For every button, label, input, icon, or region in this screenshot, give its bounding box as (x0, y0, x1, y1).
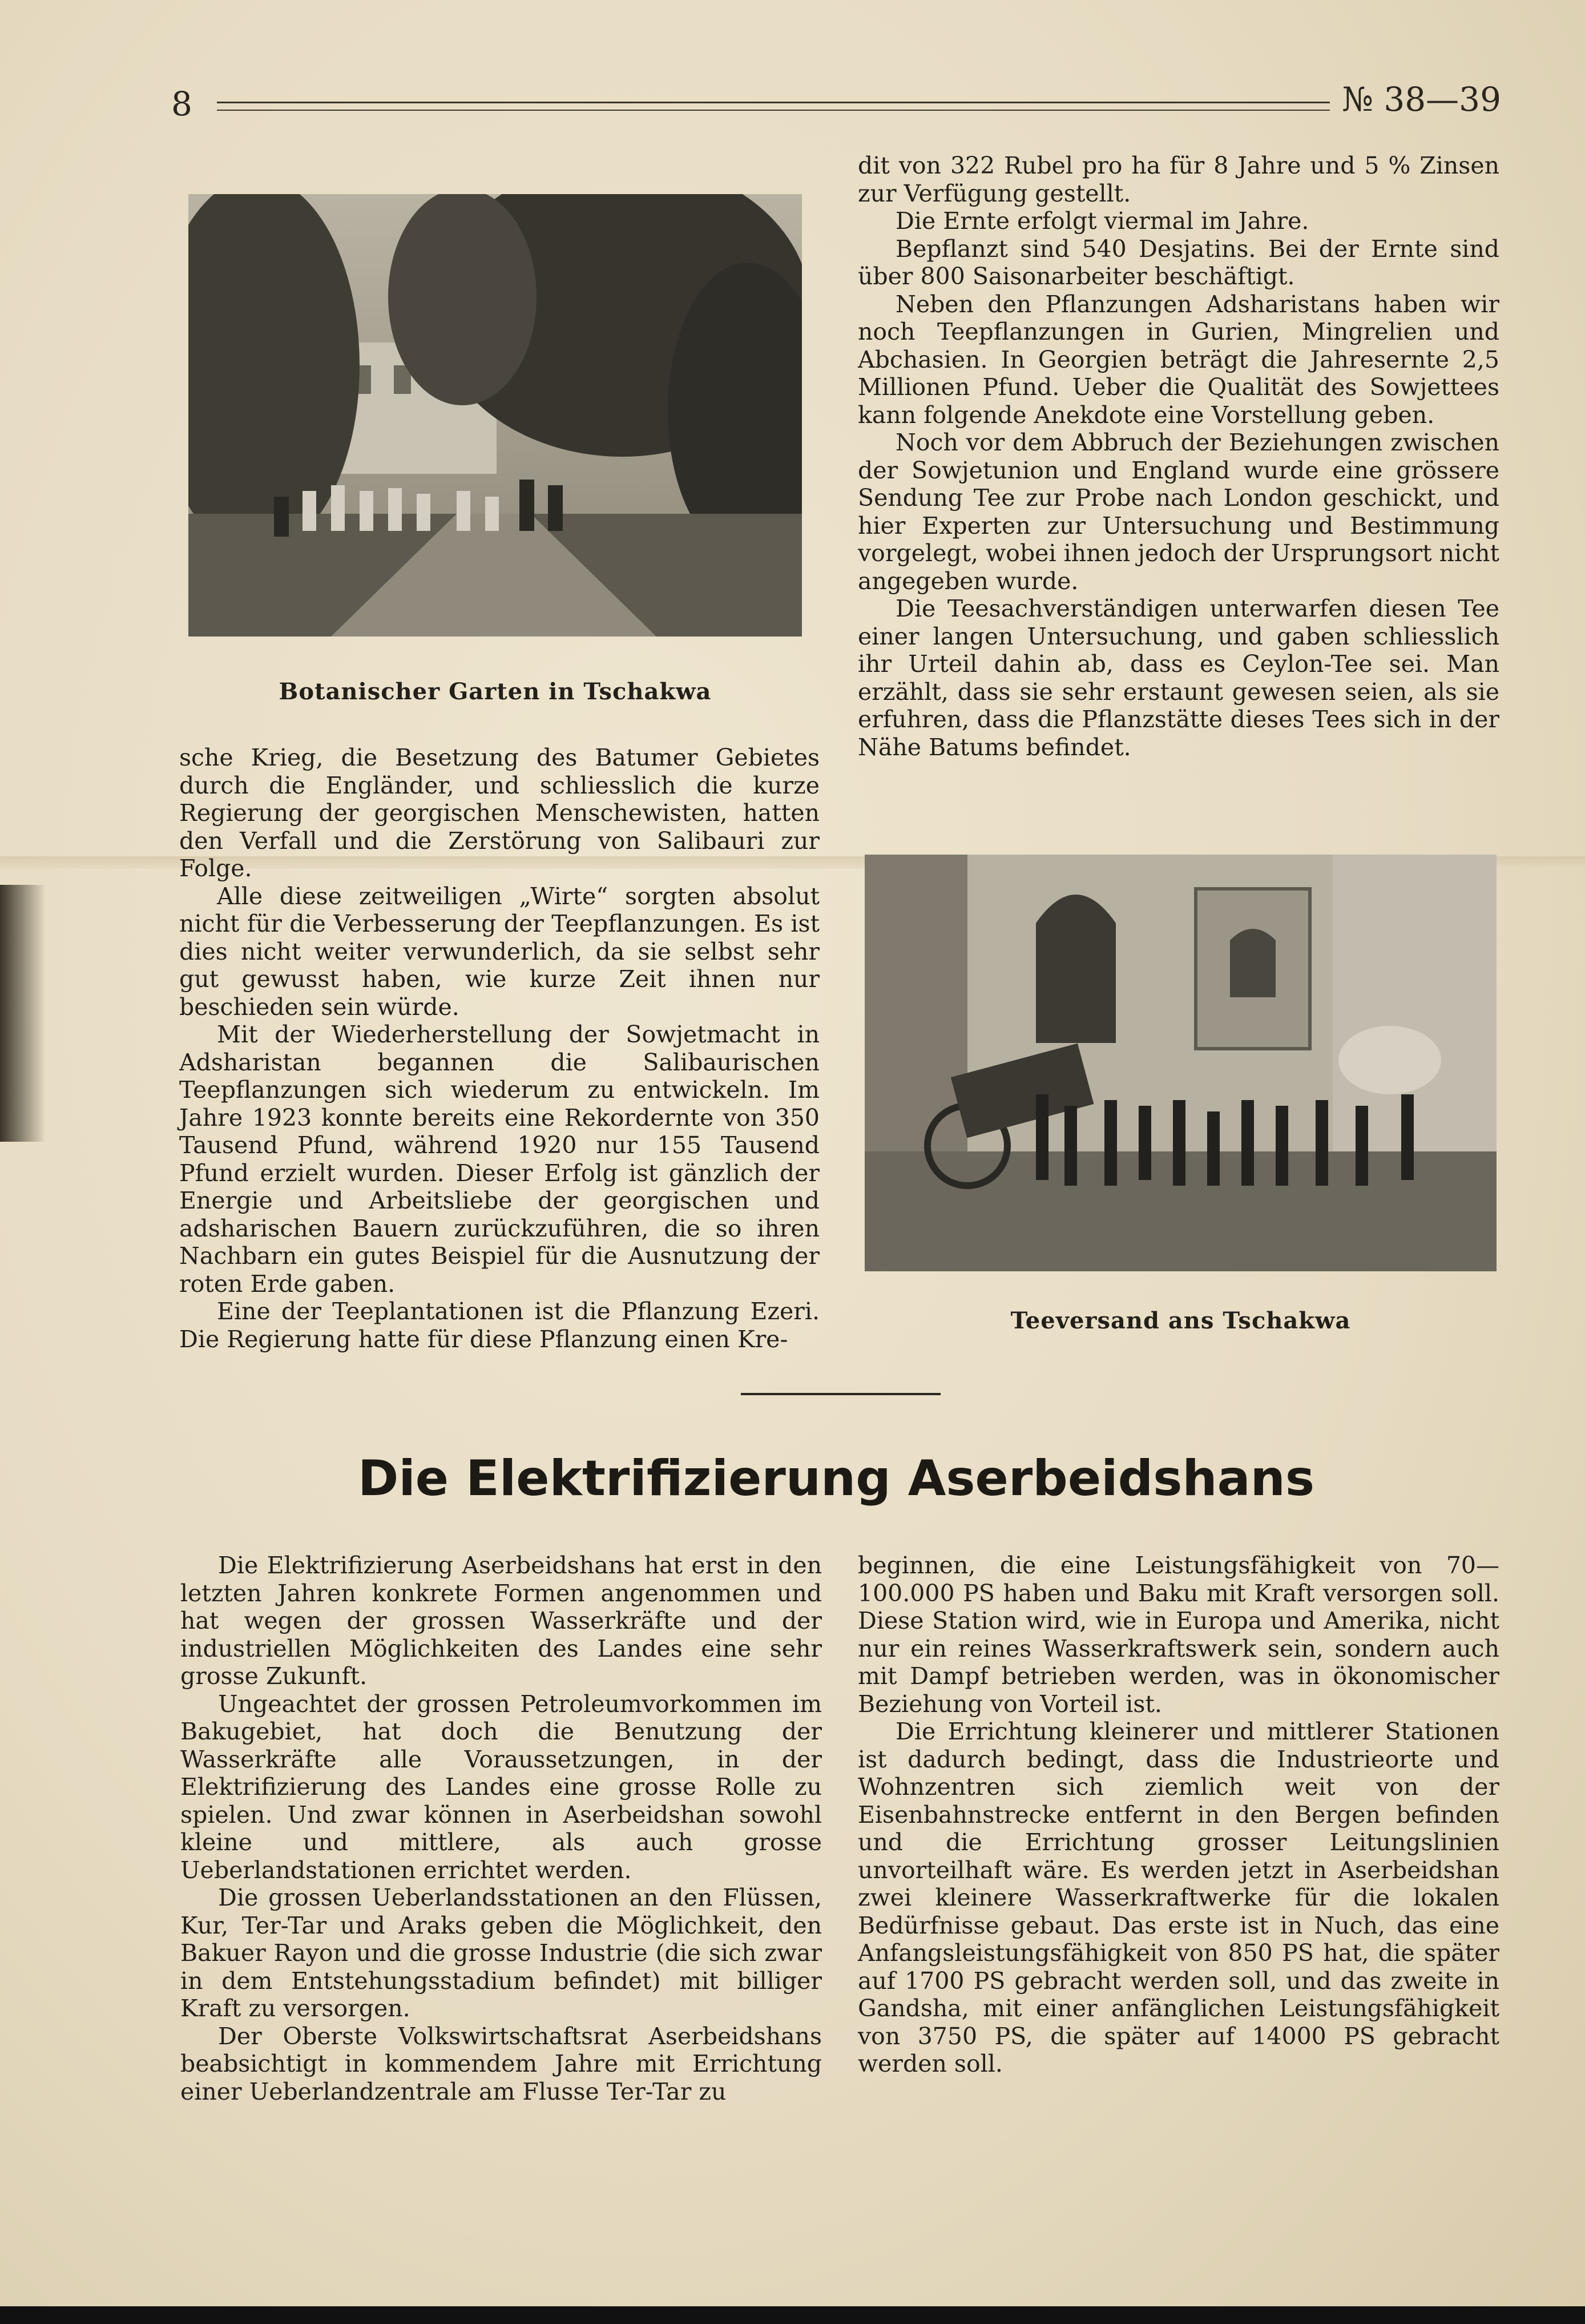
tea-dispatch-photo (865, 855, 1497, 1271)
tea-photo-caption: Teeversand ans Tschakwa (1010, 1307, 1351, 1334)
torn-edge-shadow (0, 885, 46, 1142)
page-number: 8 (171, 84, 192, 123)
paragraph: sche Krieg, die Besetzung des Batumer Gebietes durch die Engländer, und schliesslich die kurze Regierung der georgischen Menschewisten, hatten den Verfall und die Zerstörung von Salibauri zur Folge. (179, 744, 820, 882)
page-header (171, 80, 1501, 126)
paragraph: Die Teesachverständigen unterwarfen diesen Tee einer langen Untersuchung, und gaben schliesslich ihr Urteil dahin ab, dass es Ceylon-Tee sei. Man erzählt, dass sie sehr erstaunt gewesen seien, als sie erfuhren, dass die Pflanzstätte dieses Tees sich in der Nähe Batums befindet. (858, 595, 1499, 761)
paragraph: Mit der Wiederherstellung der Sowjetmacht in Adsharistan begannen die Salibaurischen Teepflanzungen sich wiederum zu entwickeln. Im Jahre 1923 konnte bereits eine Rekordernte von 350 Tausend Pfund, während 1920 nur 155 Tausend Pfund erzielt wurden. Dieser Erfolg ist gänzlich der Energie und Arbeitsliebe der georgischen und adsharischen Bauern zurückzuführen, die so ihren Nachbarn ein gutes Beispiel für die Ausnutzung der roten Erde gaben. (179, 1021, 820, 1298)
paragraph: Alle diese zeitweiligen „Wirte“ sorgten absolut nicht für die Verbesserung der Teepflanzungen. Es ist dies nicht weiter verwunderlich, da sie selbst sehr gut gewusst haben, wie kurze Zeit ihnen nur beschieden sein würde. (179, 882, 820, 1021)
header-rule (217, 102, 1330, 103)
header-rule-thin (217, 110, 1330, 111)
botanical-garden-photo (188, 194, 802, 637)
garden-photo-illustration (188, 194, 802, 637)
garden-photo-caption: Botanischer Garten in Tschakwa (279, 678, 712, 705)
tea-dispatch-illustration (865, 855, 1497, 1271)
paragraph: dit von 322 Rubel pro ha für 8 Jahre und 5 % Zinsen zur Verfügung gestellt. (858, 152, 1499, 207)
paragraph: Neben den Pflanzungen Adsharistans haben wir noch Teepflanzungen in Gurien, Mingrelien und Abchasien. In Georgien beträgt die Jahresernte 2,5 Millionen Pfund. Ueber die Qualität des Sowjettees kann folgende Anekdote eine Vorstellung geben. (858, 290, 1499, 429)
paragraph: Die grossen Ueberlandsstationen an den Flüssen, Kur, Ter-Tar und Araks geben die Möglichkeit, den Bakuer Rayon und die grosse Industrie (die sich zwar in dem Entstehungsstadium befindet) mit billiger Kraft zu versorgen. (180, 1884, 822, 2022)
paragraph: Noch vor dem Abbruch der Beziehungen zwischen der Sowjetunion und England wurde eine grössere Sendung Tee zur Probe nach London geschickt, und hier Experten zur Untersuchung und Bestimmung vorgelegt, wobei ihnen jedoch der Ursprungsort nicht angegeben wurde. (858, 429, 1499, 595)
paragraph: Ungeachtet der grossen Petroleumvorkommen im Bakugebiet, hat doch die Benutzung der Wasserkräfte alle Voraussetzungen, in der Elektrifizierung des Landes eine grosse Rolle zu spielen. Und zwar können in Aserbeidshan sowohl kleine und mittlere, als auch grosse Ueberlandstationen errichtet werden. (180, 1690, 822, 1884)
paragraph: Die Ernte erfolgt viermal im Jahre. (896, 207, 1309, 235)
article-headline: Die Elektrifizierung Aserbeidshans (357, 1450, 1315, 1507)
article-right-column (858, 1552, 1499, 2078)
paragraph: Der Oberste Volkswirtschaftsrat Aserbeidshans beabsichtigt in kommendem Jahre mit Errichtung einer Ueberlandzentrale am Flusse Ter-Tar zu (180, 2022, 822, 2105)
paragraph: Eine der Teeplantationen ist die Pflanzung Ezeri. Die Regierung hatte für diese Pflanzung einen Kre- (179, 1298, 820, 1353)
article-left-column (180, 1552, 822, 2105)
paragraph: Die Errichtung kleinerer und mittlerer Stationen ist dadurch bedingt, dass die Industrieorte und Wohnzentren sich ziemlich weit von der Eisenbahnstrecke entfernt in den Bergen befinden und die Errichtung grosser Leitungslinien unvorteilhaft wäre. Es werden jetzt in Aserbeidshan zwei kleinere Wasserkraftwerke für die lokalen Bedürfnisse gebaut. Das erste ist in Nuch, das eine Anfangsleistungsfähigkeit von 850 PS hat, die später auf 1700 PS gebracht werden soll, und das zweite in Gandsha, mit einer anfänglichen Leistungsfähigkeit von 3750 PS, die später auf 14000 PS gebracht werden soll. (858, 1718, 1499, 2077)
paragraph: beginnen, die eine Leistungsfähigkeit von 70—100.000 PS haben und Baku mit Kraft versorgen soll. Diese Station wird, wie in Europa und Amerika, nicht nur ein reines Wasserkraftswerk sein, sondern auch mit Dampf betrieben werden, was in ökonomischer Beziehung von Vorteil ist. (858, 1552, 1499, 1718)
paragraph: Bepflanzt sind 540 Desjatins. Bei der Ernte sind über 800 Saisonarbeiter beschäftigt. (858, 235, 1499, 290)
top-left-column (179, 744, 820, 1353)
section-separator (741, 1393, 941, 1395)
paragraph: Die Elektrifizierung Aserbeidshans hat erst in den letzten Jahren konkrete Formen angenommen und hat wegen der grossen Wasserkräfte und der industriellen Möglichkeiten des Landes eine sehr grosse Zukunft. (180, 1552, 822, 1690)
issue-number: № 38—39 (1342, 80, 1501, 119)
top-right-column (858, 152, 1499, 761)
